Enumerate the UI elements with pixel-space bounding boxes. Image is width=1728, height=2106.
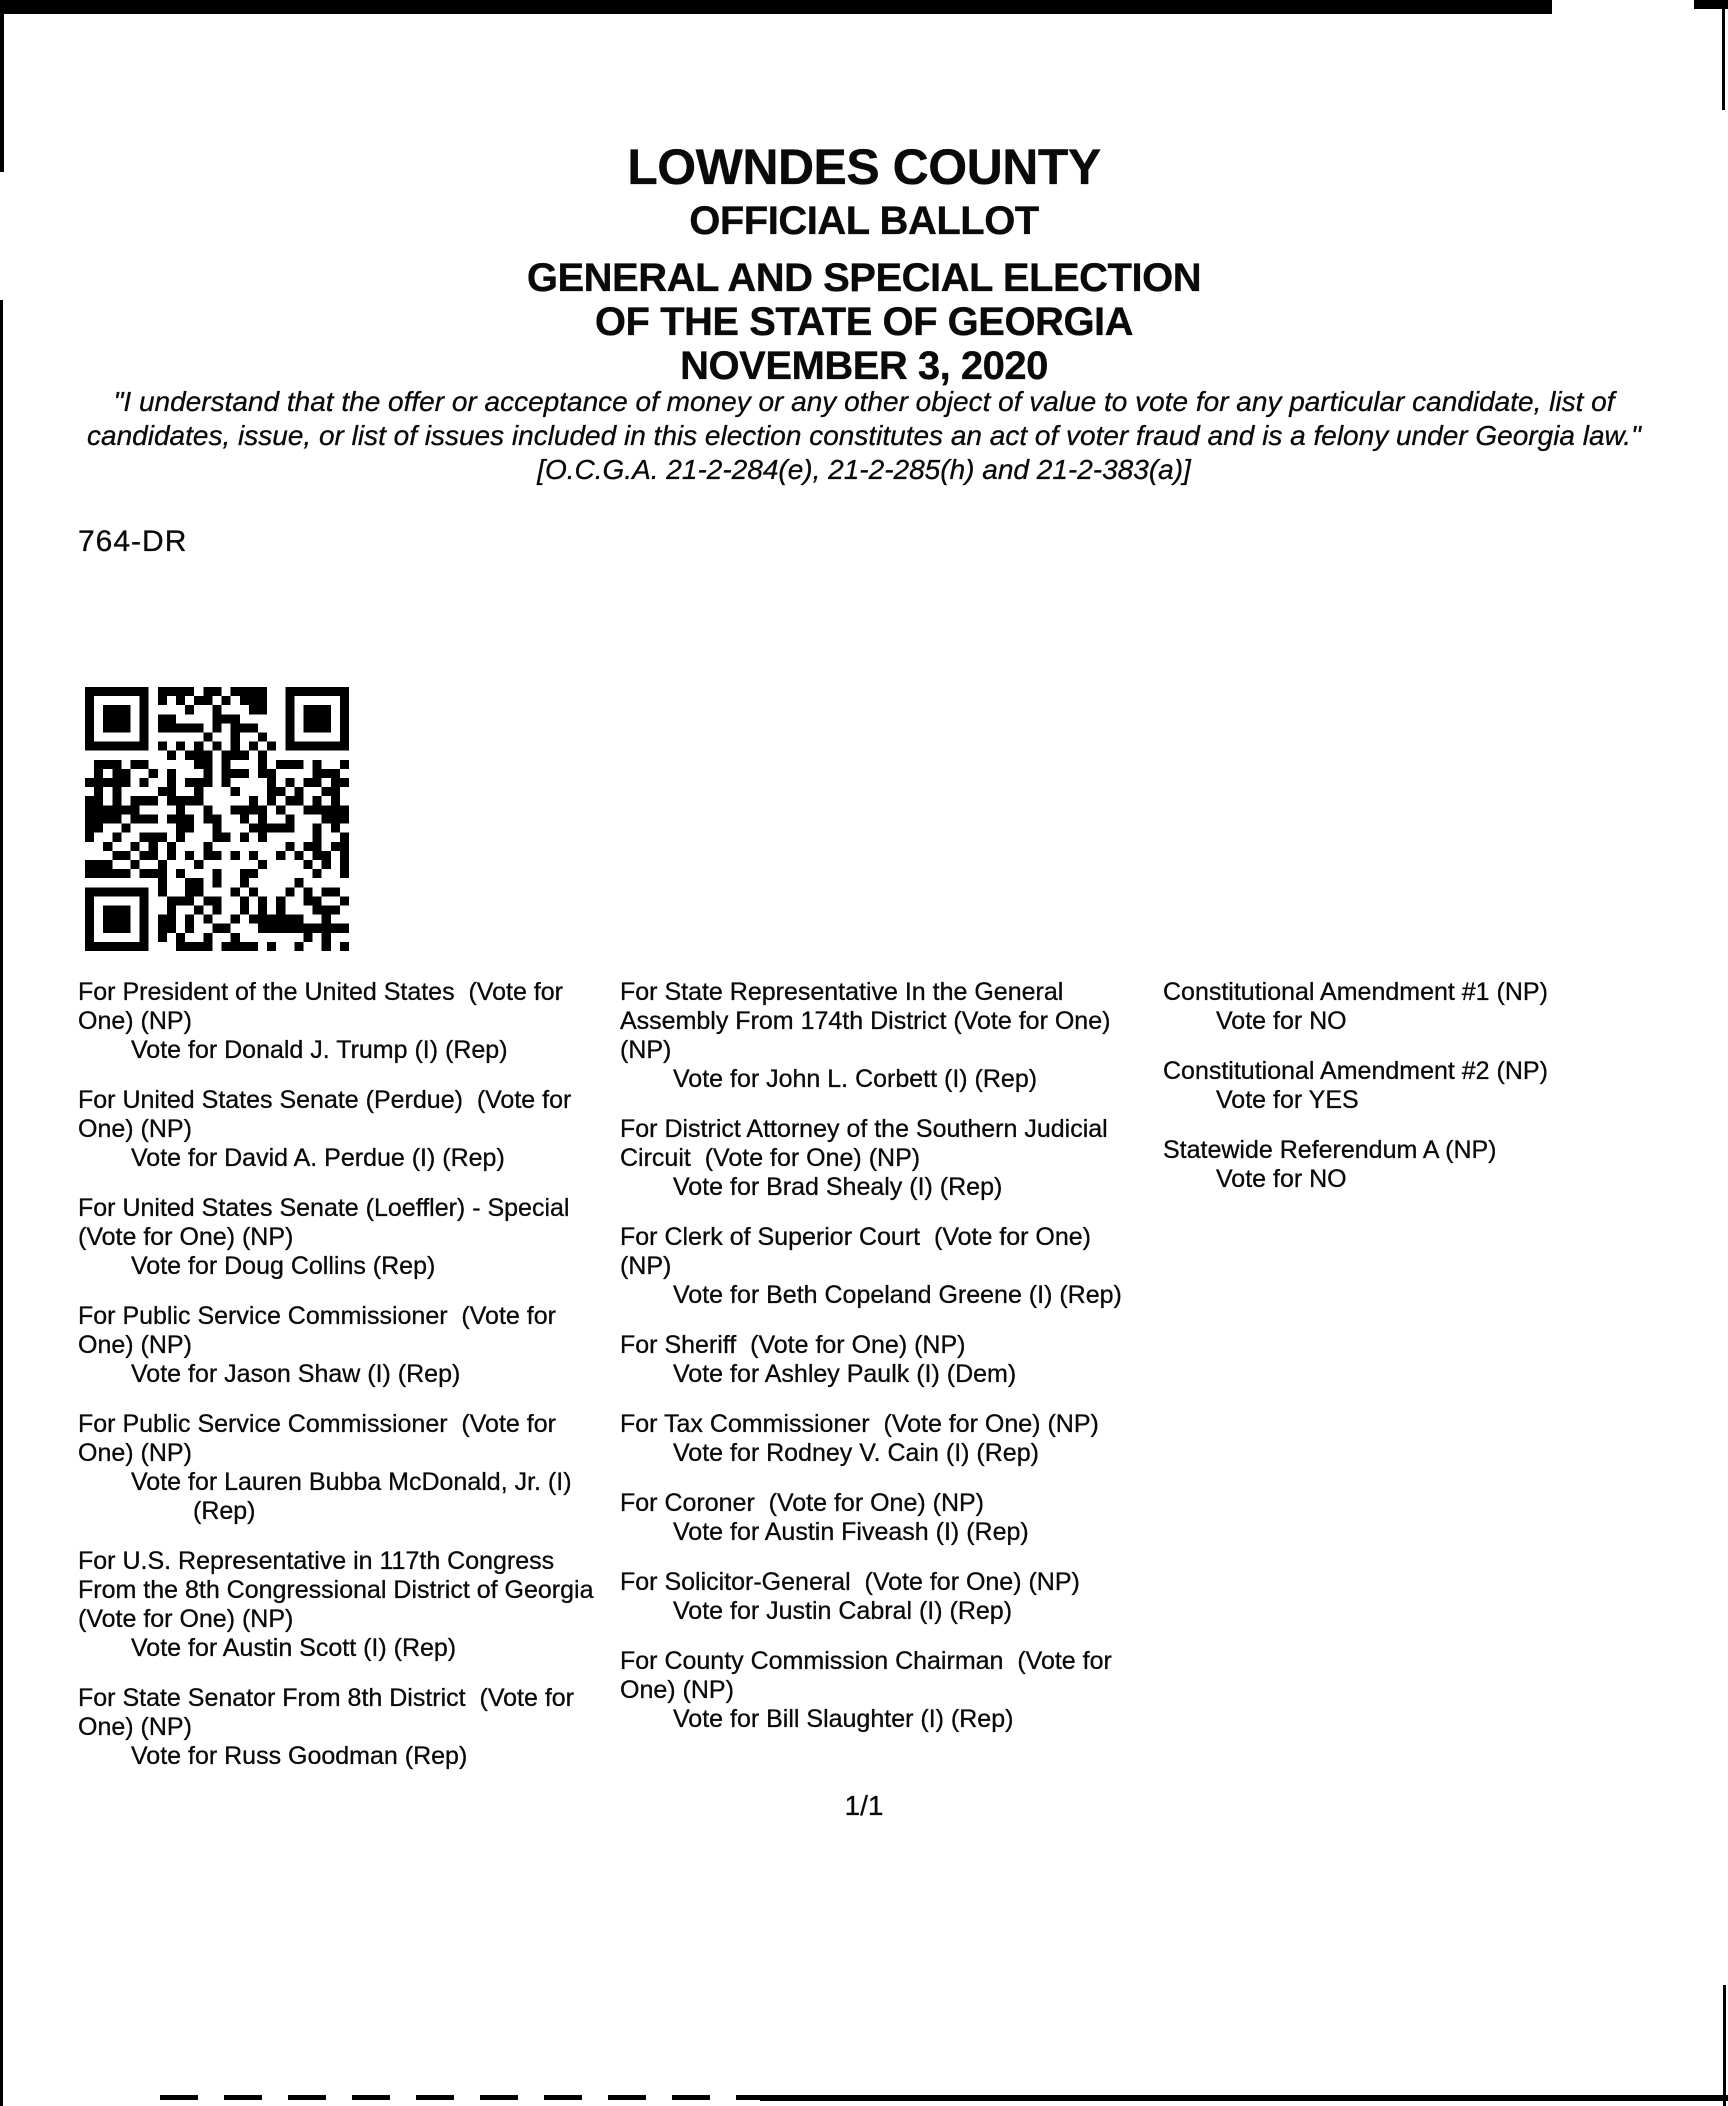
contest-selection: Vote for Bill Slaughter (I) (Rep) <box>673 1705 1014 1733</box>
contest <box>1163 978 1703 1036</box>
ballot-style-code: 764-DR <box>78 525 188 558</box>
contest-title: Constitutional Amendment #2 (NP) <box>1163 1057 1548 1085</box>
contest-title: For Clerk of Superior Court (Vote for One) (NP) <box>620 1223 1098 1280</box>
contest <box>620 1489 1148 1547</box>
contest-title: For Solicitor-General (Vote for One) (NP) <box>620 1568 1080 1596</box>
contest-title: For State Senator From 8th District (Vote for One) (NP) <box>78 1684 581 1741</box>
contest-selection: Vote for David A. Perdue (I) (Rep) <box>131 1144 505 1172</box>
contest-selection: Vote for Russ Goodman (Rep) <box>131 1742 468 1770</box>
contest-title: For Public Service Commissioner (Vote for One) (NP) <box>78 1410 563 1467</box>
election-date: NOVEMBER 3, 2020 <box>680 344 1048 388</box>
contest-selection: Vote for Austin Fiveash (I) (Rep) <box>673 1518 1029 1546</box>
contest-title: For Tax Commissioner (Vote for One) (NP) <box>620 1410 1099 1438</box>
contest <box>620 1647 1148 1734</box>
contest-selection: Vote for Justin Cabral (I) (Rep) <box>673 1597 1013 1625</box>
contest <box>1163 1136 1703 1194</box>
contest-title: For Sheriff (Vote for One) (NP) <box>620 1331 966 1359</box>
contest <box>620 1410 1148 1468</box>
contest-column-1 <box>78 978 603 1792</box>
contest-column-2 <box>620 978 1148 1755</box>
ballot-type-title: OFFICIAL BALLOT <box>689 199 1039 243</box>
page-number: 1/1 <box>844 1790 884 1821</box>
contest-column-3 <box>1163 978 1703 1215</box>
contest <box>620 1115 1148 1202</box>
contest-selection: Vote for NO <box>1216 1165 1347 1193</box>
contest-title: For United States Senate (Perdue) (Vote for One) (NP) <box>78 1086 579 1143</box>
contest <box>78 1086 603 1173</box>
contest-title: For United States Senate (Loeffler) - Special (Vote for One) (NP) <box>78 1194 584 1251</box>
contest <box>78 1194 603 1281</box>
contest <box>78 1547 603 1663</box>
contest <box>78 978 603 1065</box>
contest <box>1163 1057 1703 1115</box>
contest <box>620 1223 1148 1310</box>
contest-title: For Public Service Commissioner (Vote for One) (NP) <box>78 1302 563 1359</box>
scan-artifact-right-line-bottom <box>1723 1985 1726 2106</box>
contest <box>78 1410 603 1526</box>
election-title-line1: GENERAL AND SPECIAL ELECTION <box>526 256 1202 300</box>
contest <box>620 1331 1148 1389</box>
scan-artifact-top-bar <box>0 0 1552 14</box>
election-title-line2: OF THE STATE OF GEORGIA <box>594 300 1134 344</box>
contest-title: For State Representative In the General Assembly From 174th District (Vote for One) (NP) <box>620 978 1118 1064</box>
contest-selection: Vote for YES <box>1216 1086 1359 1114</box>
contest-selection: Vote for Donald J. Trump (I) (Rep) <box>131 1036 508 1064</box>
contest <box>620 1568 1148 1626</box>
contest-title: Statewide Referendum A (NP) <box>1163 1136 1497 1164</box>
contest-selection: Vote for Austin Scott (I) (Rep) <box>131 1634 457 1662</box>
scan-artifact-bottom-dashed-line <box>160 2095 760 2100</box>
scan-artifact-bottom-line <box>760 2095 1728 2101</box>
contest-title: For U.S. Representative in 117th Congress From the 8th Congressional District of Georgia (Vote for One) (NP) <box>78 1547 601 1633</box>
scan-artifact-left-line <box>0 300 3 2106</box>
contest-title: For Coroner (Vote for One) (NP) <box>620 1489 985 1517</box>
contest-title: For President of the United States (Vote for One) (NP) <box>78 978 570 1035</box>
contest-selection: Vote for Doug Collins (Rep) <box>131 1252 436 1280</box>
contest-selection: Vote for Brad Shealy (I) (Rep) <box>673 1173 1003 1201</box>
contest-selection: Vote for John L. Corbett (I) (Rep) <box>673 1065 1038 1093</box>
contest <box>78 1302 603 1389</box>
contest-title: For County Commission Chairman (Vote for One) (NP) <box>620 1647 1119 1704</box>
contest-selection: Vote for NO <box>1216 1007 1347 1035</box>
voter-fraud-disclaimer: "I understand that the offer or acceptance of money or any other object of value to vote for any particular candidate, list of candidates, issue, or list of issues included in this election constitutes an act of voter fraud and is a felony under Georgia law." [O.C.G.A. 21-2-284(e), 21-2-285(h) and 21-2-383(a)] <box>87 386 1641 485</box>
contest <box>78 1684 603 1771</box>
county-title: LOWNDES COUNTY <box>627 139 1101 195</box>
qr-code <box>78 687 356 951</box>
contest-selection: Vote for Lauren Bubba McDonald, Jr. (I) (Rep) <box>131 1468 572 1525</box>
contest-title: Constitutional Amendment #1 (NP) <box>1163 978 1548 1006</box>
contest-selection: Vote for Ashley Paulk (I) (Dem) <box>673 1360 1017 1388</box>
contest-title: For District Attorney of the Southern Judicial Circuit (Vote for One) (NP) <box>620 1115 1115 1172</box>
contest-selection: Vote for Rodney V. Cain (I) (Rep) <box>673 1439 1039 1467</box>
contest <box>620 978 1148 1094</box>
scan-artifact-right-line-top <box>1722 0 1725 110</box>
contest-selection: Vote for Jason Shaw (I) (Rep) <box>131 1360 461 1388</box>
contest-selection: Vote for Beth Copeland Greene (I) (Rep) <box>673 1281 1122 1309</box>
